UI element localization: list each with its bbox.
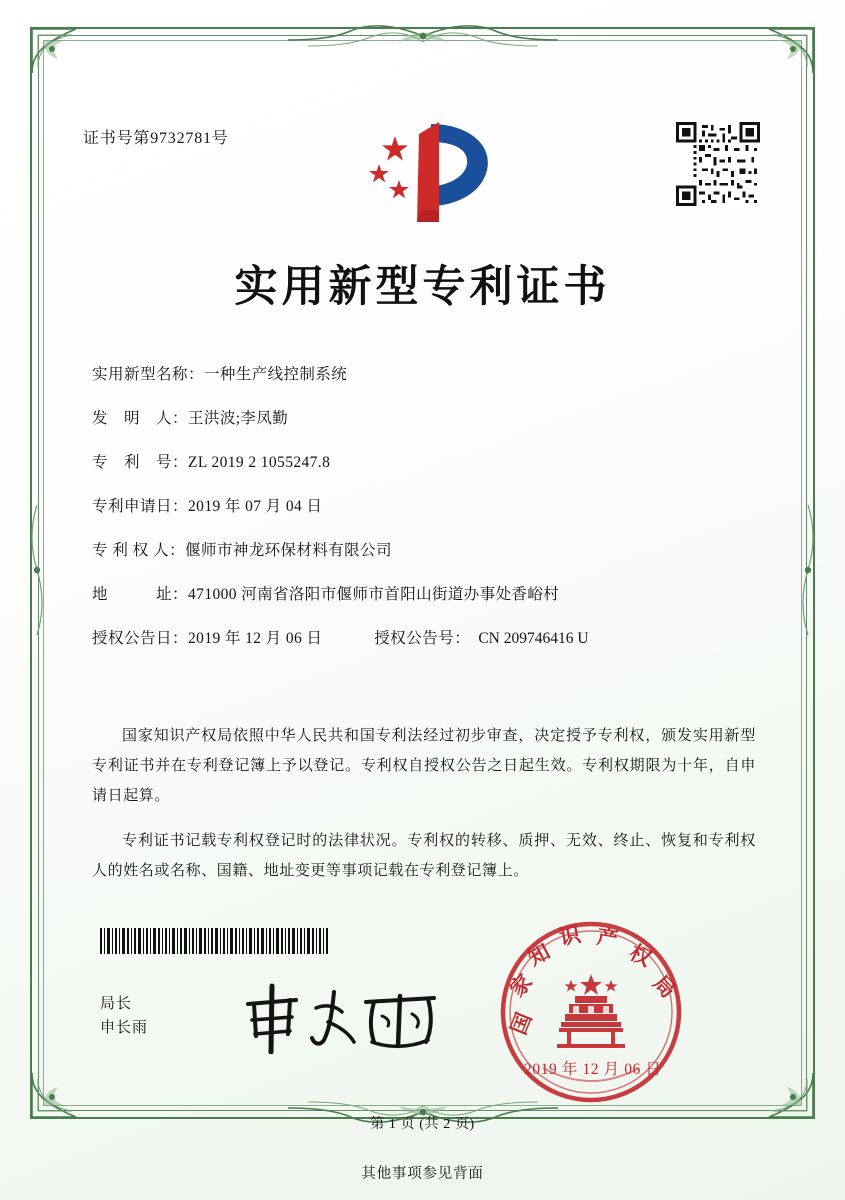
seal-char: 家 <box>505 969 537 1002</box>
seal-char: 产 <box>595 924 620 952</box>
field-value: ZL 2019 2 1055247.8 <box>188 454 331 471</box>
field-row <box>92 362 757 384</box>
field-label: 发 明 人： <box>92 410 189 427</box>
seal-char: 局 <box>648 970 681 1003</box>
field-label: 专 利 权 人： <box>92 542 186 559</box>
qr-code-icon <box>676 122 760 206</box>
field-row <box>92 406 757 428</box>
seal-char: 识 <box>557 922 583 950</box>
field-list <box>92 362 757 670</box>
field-label: 地 址： <box>92 586 189 603</box>
director-name: 申长雨 <box>100 1020 149 1036</box>
page-title: 实用新型专利证书 <box>234 264 611 311</box>
seal-date: 2019 年 12 月 06 日 <box>524 1061 662 1078</box>
paragraph: 国家知识产权局依照中华人民共和国专利法经过初步审查，决定授予专利权，颁发实用新型专利证书并在专利登记簿上予以登记。专利权自授权公告之日起生效。专利权期限为十年，自申请日起算。 <box>92 728 756 804</box>
field-row <box>92 582 757 604</box>
body-text <box>92 706 756 888</box>
side-ornament-icon <box>24 505 50 635</box>
field-row-dual <box>92 626 757 648</box>
field-label: 授权公告日： <box>92 630 189 647</box>
certificate-number: 证书号第9732781号 <box>83 130 229 147</box>
director-role-label: 局长 <box>100 996 133 1012</box>
field-row <box>92 494 757 516</box>
barcode <box>100 928 328 954</box>
field-value: 471000 河南省洛阳市偃师市首阳山街道办事处香峪村 <box>188 586 560 603</box>
field-value: 王洪波;李凤勤 <box>188 410 289 427</box>
seal-char: 国 <box>506 1009 537 1038</box>
side-ornament-icon <box>795 505 821 635</box>
field-value-secondary: CN 209746416 U <box>478 630 589 647</box>
field-label: 实用新型名称： <box>92 366 205 383</box>
field-label-secondary: 授权公告号： <box>374 630 471 647</box>
handwritten-signature-icon <box>238 982 448 1054</box>
field-value: 一种生产线控制系统 <box>204 366 348 383</box>
seal-char: 知 <box>524 939 554 971</box>
signature-block <box>100 992 148 1040</box>
paragraph: 专利证书记载专利权登记时的法律状况。专利权的转移、质押、无效、终止、恢复和专利权人的姓名或名称、国籍、地址变更等事项记载在专利登记簿上。 <box>92 833 756 879</box>
field-value: 偃师市神龙环保材料有限公司 <box>185 542 392 559</box>
page-number: 第 1 页 (共 2 页) <box>370 1117 475 1132</box>
seal-char: 权 <box>625 940 656 971</box>
cnipa-p-logo-icon <box>355 118 495 226</box>
footnote: 其他事项参见背面 <box>361 1166 484 1182</box>
field-label: 专利申请日： <box>92 498 189 515</box>
top-ornament-icon <box>288 22 558 58</box>
field-row <box>92 450 757 472</box>
field-label: 专 利 号： <box>92 454 189 471</box>
field-row <box>92 538 757 560</box>
field-value: 2019 年 12 月 06 日 <box>188 630 323 647</box>
field-value: 2019 年 07 月 04 日 <box>188 498 323 515</box>
